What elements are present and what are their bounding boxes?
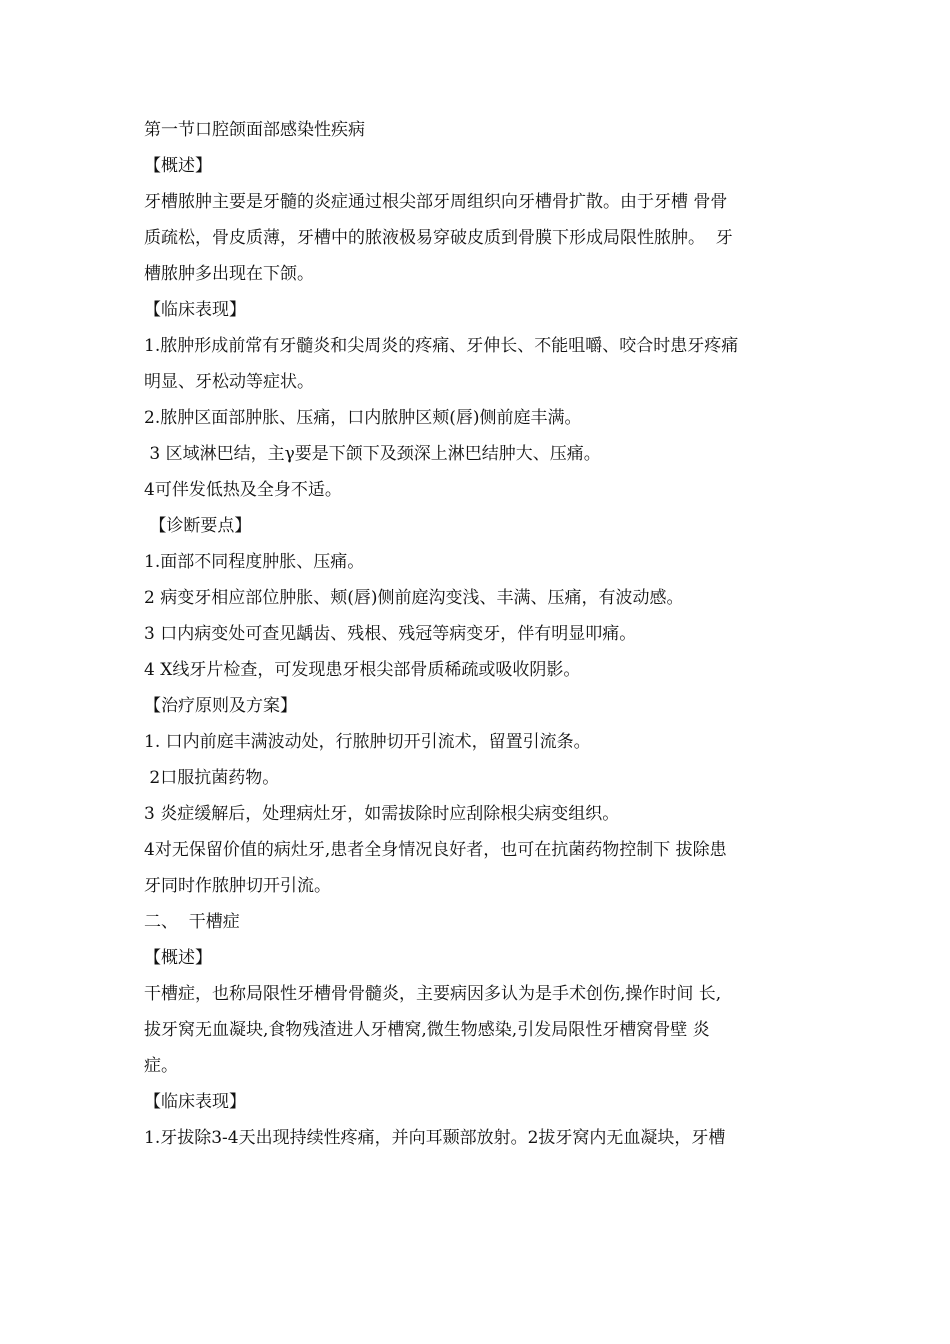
subheading-diagnosis: 【诊断要点】: [144, 516, 252, 536]
list-item: 3 炎症缓解后，处理病灶牙，如需拔除时应刮除根尖病变组织。: [144, 804, 620, 824]
subheading-treatment: 【治疗原则及方案】: [144, 696, 297, 716]
list-item: 1. 口内前庭丰满波动处，行脓肿切开引流术，留置引流条。: [144, 732, 591, 752]
list-item: 4可伴发低热及全身不适。: [144, 480, 342, 500]
paragraph-line: 质疏松，骨皮质薄，牙槽中的脓液极易穿破皮质到骨膜下形成局限性脓肿。 牙: [144, 228, 733, 248]
list-item: 2口服抗菌药物。: [144, 768, 280, 788]
paragraph-line: 拔牙窝无血凝块,食物残渣进人牙槽窝,微生物感染,引发局限性牙槽窝骨壁 炎: [144, 1020, 710, 1040]
list-item: 1.牙拔除3-4天出现持续性疼痛，并向耳颞部放射。2拔牙窝内无血凝块，牙槽: [144, 1128, 726, 1148]
paragraph-line: 症。: [144, 1056, 178, 1076]
list-item: 1.脓肿形成前常有牙髓炎和尖周炎的疼痛、牙伸长、不能咀嚼、咬合时患牙疼痛: [144, 336, 739, 356]
subheading-overview-2: 【概述】: [144, 948, 212, 968]
subheading-clinical: 【临床表现】: [144, 300, 246, 320]
paragraph-line: 槽脓肿多出现在下颌。: [144, 264, 314, 284]
subheading-clinical-2: 【临床表现】: [144, 1092, 246, 1112]
list-item: 1.面部不同程度肿胀、压痛。: [144, 552, 365, 572]
section-heading-2: 二、 干槽症: [144, 912, 240, 932]
list-item: 3 口内病变处可查见龋齿、残根、残冠等病变牙，伴有明显叩痛。: [144, 624, 637, 644]
paragraph-line: 干槽症，也称局限性牙槽骨骨髓炎，主要病因多认为是手术创伤,操作时间 长,: [144, 984, 722, 1004]
list-item: 2.脓肿区面部肿胀、压痛，口内脓肿区颊(唇)侧前庭丰满。: [144, 408, 582, 428]
list-item: 4对无保留价值的病灶牙,患者全身情况良好者，也可在抗菌药物控制下 拔除患: [144, 840, 727, 860]
list-item: 2 病变牙相应部位肿胀、颊(唇)侧前庭沟变浅、丰满、压痛，有波动感。: [144, 588, 684, 608]
document-body: [144, 112, 816, 1156]
subheading-overview: 【概述】: [144, 156, 212, 176]
list-item: 4 X线牙片检查，可发现患牙根尖部骨质稀疏或吸收阴影。: [144, 660, 581, 680]
list-item: 3 区域淋巴结，主γ要是下颌下及颈深上淋巴结肿大、压痛。: [144, 444, 601, 464]
section-heading: 第一节口腔颌面部感染性疾病: [144, 120, 365, 140]
list-item-continued: 牙同时作脓肿切开引流。: [144, 876, 331, 896]
list-item-continued: 明显、牙松动等症状。: [144, 372, 314, 392]
paragraph-line: 牙槽脓肿主要是牙髓的炎症通过根尖部牙周组织向牙槽骨扩散。由于牙槽 骨骨: [144, 192, 728, 212]
